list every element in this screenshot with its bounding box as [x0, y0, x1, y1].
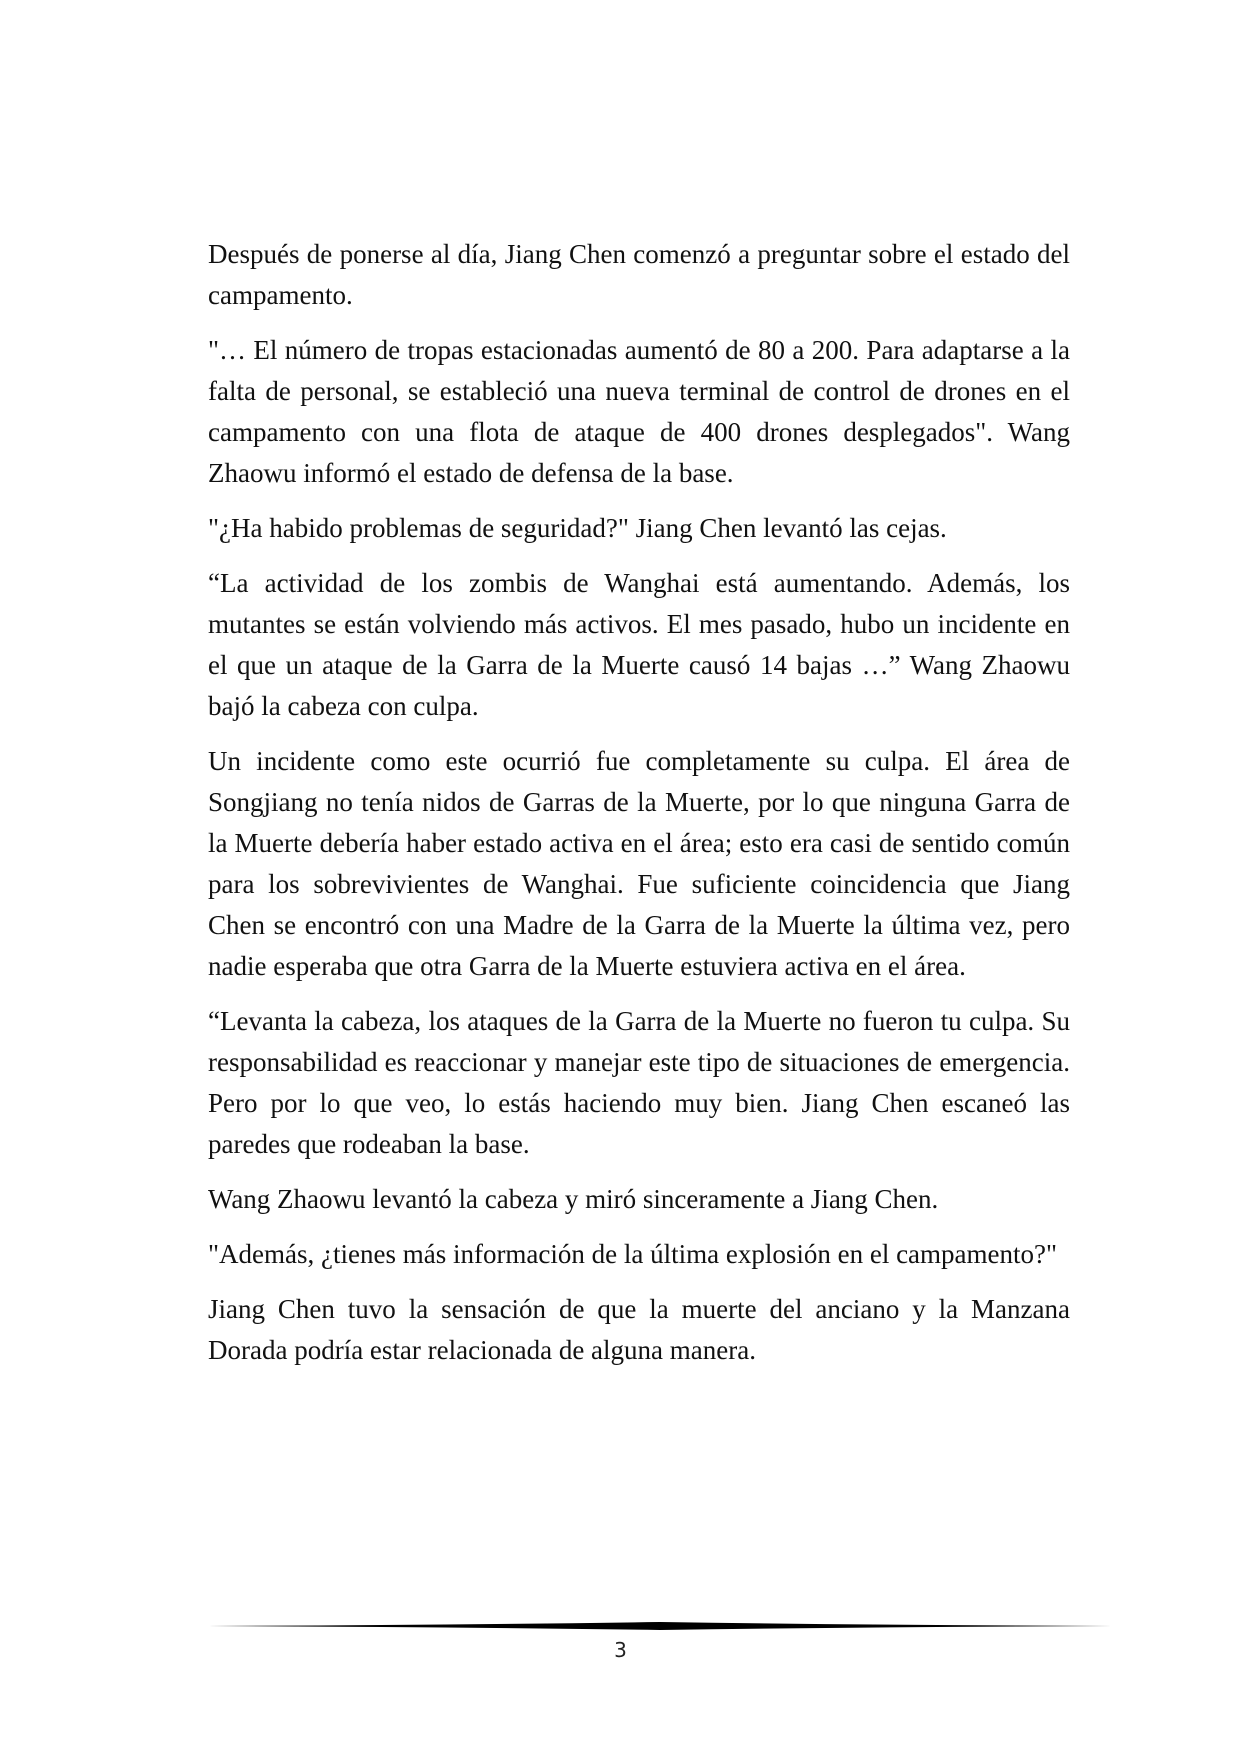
- paragraph-1: Después de ponerse al día, Jiang Chen comenzó a preguntar sobre el estado del campamento.: [208, 239, 1070, 310]
- page-number: 3: [614, 1638, 627, 1662]
- footer-divider-swell: [208, 1622, 1112, 1630]
- paragraph-4: “La actividad de los zombis de Wanghai está aumentando. Además, los mutantes se están volviendo más activos. El mes pasado, hubo un incidente en el que un ataque de la Garra de la Muerte causó 14 bajas …” Wang Zhaowu bajó la cabeza con culpa.: [208, 568, 1070, 721]
- paragraph-3: "¿Ha habido problemas de seguridad?" Jiang Chen levantó las cejas.: [208, 513, 947, 543]
- paragraph-7: Wang Zhaowu levantó la cabeza y miró sinceramente a Jiang Chen.: [208, 1184, 939, 1214]
- paragraph-9: Jiang Chen tuvo la sensación de que la muerte del anciano y la Manzana Dorada podría estar relacionada de alguna manera.: [208, 1294, 1070, 1365]
- paragraph-2: "… El número de tropas estacionadas aumentó de 80 a 200. Para adaptarse a la falta de personal, se estableció una nueva terminal de control de drones en el campamento con una flota de ataque de 400 drones desplegados". Wang Zhaowu informó el estado de defensa de la base.: [208, 335, 1070, 488]
- body-text: [208, 234, 1070, 1385]
- paragraph-8: "Además, ¿tienes más información de la última explosión en el campamento?": [208, 1239, 1058, 1269]
- paragraph-5: Un incidente como este ocurrió fue completamente su culpa. El área de Songjiang no tenía nidos de Garras de la Muerte, por lo que ninguna Garra de la Muerte debería haber estado activa en el área; esto era casi de sentido común para los sobrevivientes de Wanghai. Fue suficiente coincidencia que Jiang Chen se encontró con una Madre de la Garra de la Muerte la última vez, pero nadie esperaba que otra Garra de la Muerte estuviera activa en el área.: [208, 746, 1070, 981]
- paragraph-6: “Levanta la cabeza, los ataques de la Garra de la Muerte no fueron tu culpa. Su responsabilidad es reaccionar y manejar este tipo de situaciones de emergencia. Pero por lo que veo, lo estás haciendo muy bien. Jiang Chen escaneó las paredes que rodeaban la base.: [208, 1006, 1070, 1159]
- footer-divider: [208, 1620, 1112, 1632]
